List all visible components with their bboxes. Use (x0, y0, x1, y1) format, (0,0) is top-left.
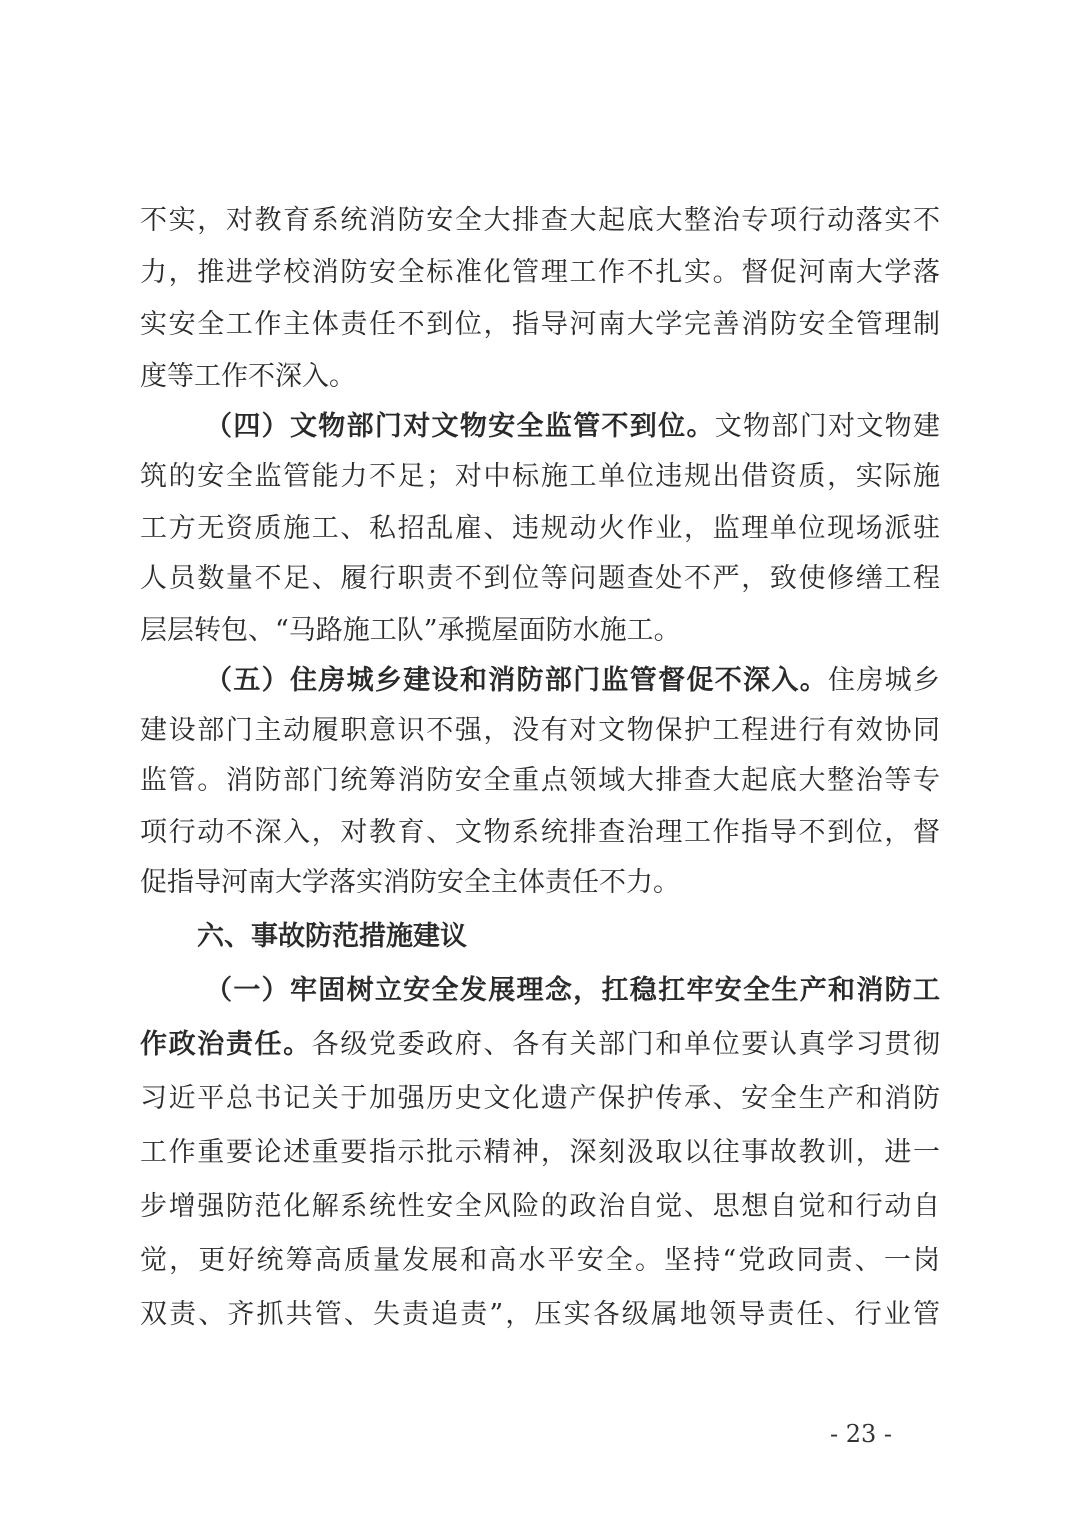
body-text: 工作重要论述重要指示批示精神，深刻汲取以往事故教训，进一 (140, 1137, 940, 1168)
text-line (140, 816, 940, 850)
bold-heading-text: 作政治责任。 (140, 1029, 312, 1060)
body-text: 建设部门主动履职意识不强，没有对文物保护工程进行有效协同 (140, 715, 940, 746)
body-text: 工方无资质施工、私招乱雇、违规动火作业，监理单位现场派驻 (140, 513, 940, 544)
text-line (140, 764, 940, 798)
bold-heading-text: （一）牢固树立安全发展理念，扛稳扛牢安全生产和消防工 (205, 975, 940, 1006)
bold-heading-text: （四）文物部门对文物安全监管不到位。 (205, 411, 715, 442)
text-line (140, 308, 940, 342)
text-line (140, 1136, 940, 1170)
text-line (140, 360, 940, 394)
body-text: 各级党委政府、各有关部门和单位要认真学习贯彻 (311, 1029, 941, 1060)
text-line (205, 664, 940, 698)
text-line (140, 1028, 940, 1062)
page-number: - 23 - (830, 1420, 893, 1448)
text-line (140, 1244, 940, 1278)
bold-heading-text: （五）住房城乡建设和消防部门监管督促不深入。 (205, 665, 829, 696)
body-text: 筑的安全监管能力不足；对中标施工单位违规出借资质，实际施 (140, 461, 940, 492)
text-line (205, 974, 940, 1008)
body-text: 监管。消防部门统筹消防安全重点领域大排查大起底大整治等专 (140, 765, 940, 796)
body-text: 不实，对教育系统消防安全大排查大起底大整治专项行动落实不 (140, 205, 940, 236)
text-line (140, 714, 940, 748)
text-line (205, 410, 940, 444)
body-text: 觉，更好统筹高质量发展和高水平安全。坚持“党政同责、一岗 (140, 1245, 940, 1276)
body-text: 度等工作不深入。 (140, 361, 356, 392)
body-text: 促指导河南大学落实消防安全主体责任不力。 (140, 867, 680, 898)
text-line (140, 1190, 940, 1224)
body-text: 实安全工作主体责任不到位，指导河南大学完善消防安全管理制 (140, 309, 940, 340)
body-text: 双责、齐抓共管、失责追责”，压实各级属地领导责任、行业管 (140, 1299, 940, 1330)
text-line (140, 562, 940, 596)
body-text: 人员数量不足、履行职责不到位等问题查处不严，致使修缮工程 (140, 563, 940, 594)
text-line (140, 614, 940, 648)
text-line (140, 1082, 940, 1116)
body-text: 六、事故防范措施建议 (197, 921, 467, 952)
text-line (140, 512, 940, 546)
body-text: 项行动不深入，对教育、文物系统排查治理工作指导不到位，督 (140, 817, 940, 848)
body-text: 文物部门对文物建 (714, 411, 941, 442)
body-text: 住房城乡 (828, 665, 941, 696)
section-heading (197, 920, 997, 954)
text-line (140, 256, 940, 290)
body-text: 力，推进学校消防安全标准化管理工作不扎实。督促河南大学落 (140, 257, 940, 288)
text-line (140, 866, 940, 900)
text-line (140, 204, 940, 238)
text-line (140, 460, 940, 494)
body-text: 层层转包、“马路施工队”承揽屋面防水施工。 (140, 615, 681, 646)
body-text: 习近平总书记关于加强历史文化遗产保护传承、安全生产和消防 (140, 1083, 940, 1114)
body-text: 步增强防范化解系统性安全风险的政治自觉、思想自觉和行动自 (140, 1191, 940, 1222)
text-line (140, 1298, 940, 1332)
